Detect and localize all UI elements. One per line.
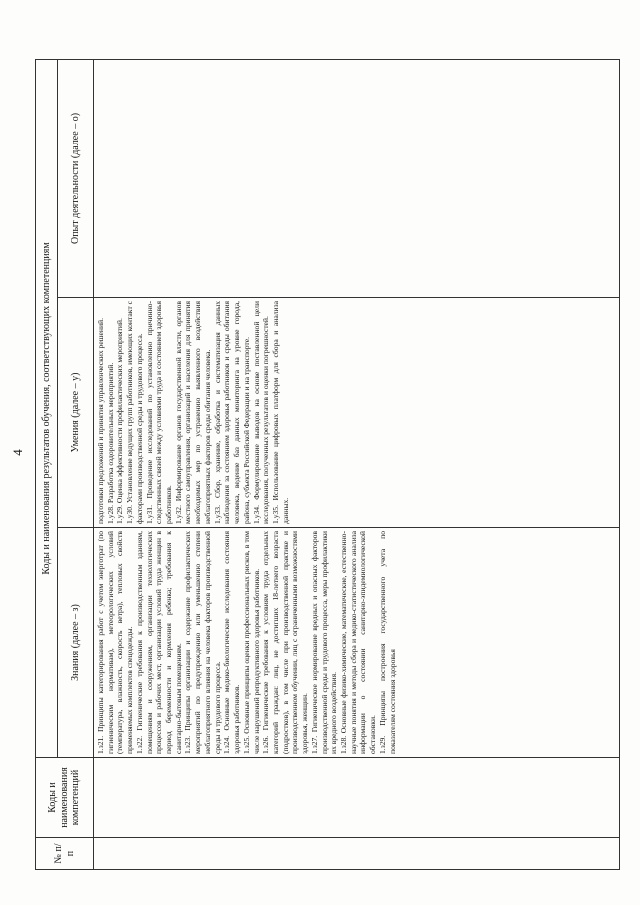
header-num: № п/п (36, 838, 94, 870)
skills-item: 1.у31. Проведение исследований по установлению причинно-следственных связей между условиями труда и состоянием здоровья работников. (144, 301, 174, 524)
knowledge-item: 1.з27. Гигиеническое нормирование вредных и опасных факторов производственной среды и трудового процесса, меры профилактики их вредного воздействия. (309, 531, 339, 754)
num-cell (94, 838, 620, 870)
skills-cell (94, 298, 620, 528)
knowledge-item: 1.з25. Основные принципы оценки профессиональных рисков, в том числе нарушений репродуктивного здоровья работников. (241, 531, 261, 754)
knowledge-item: 1.з23. Принципы организации и содержание профилактических мероприятий по предупреждению или уменьшению степени неблагоприятного влияния на человека факторов производственной среды и трудового процесса. (183, 531, 222, 754)
header-experience: Опыт деятельности (далее – о) (58, 60, 94, 298)
knowledge-item: 1.з22. Гигиенические требования к производственным зданиям, помещениям и сооружениям, организации технологических процессов и рабочих мест, организации условий труда женщин в период беременности и кормления ребенка; требования к санитарно-бытовым помещениям. (134, 531, 183, 754)
header-results-group: Коды и наименования результатов обучения, соответствующих компетенциям (36, 60, 58, 758)
table-body-row (94, 60, 620, 870)
codes-cell (94, 758, 620, 838)
header-codes: Коды и наименования компетенций (36, 758, 94, 838)
table-header-row-1 (36, 60, 58, 870)
knowledge-cell (94, 528, 620, 758)
header-knowledge: Знания (далее – з) (58, 528, 94, 758)
knowledge-item: 1.з28. Основные физико-химические, математические, естественно-научные понятия и методы сбора и медико-статистического анализа информации о состоянии санитарно-эпидемиологической обстановки. (338, 531, 378, 754)
table-header-row-2 (58, 60, 94, 870)
skills-item: 1.у35. Использование цифровых платформ для сбора и анализа данных. (270, 301, 290, 524)
competency-table (35, 59, 620, 870)
skills-item: 1.у33. Сбор, хранение, обработка и систематизация данных наблюдения за состоянием здоровья работников и среды обитания человека, ведение баз данных мониторинга на уровне города, района, субъекта Российской Федерации и на транспорте. (212, 301, 251, 524)
knowledge-item: 1.з26. Гигиенические требования к условиям труда отдельных категорий граждан: лиц, не достигших 18-летнего возраста (подростков), в том числе при производственной практике и производственном обучении, лиц с ограниченными возможностями здоровья, женщин. (261, 531, 310, 754)
skills-item: 1.у28. Разработка оздоровительных мероприятий. (105, 362, 115, 524)
header-skills: Умения (далее – у) (58, 298, 94, 528)
experience-cell (94, 60, 620, 298)
knowledge-item: 1.з29. Принципы построения государственного учета по показателям состояния здоровья (377, 531, 397, 754)
skills-item: 1.у29. Оценка эффективности профилактических мероприятий. (115, 318, 125, 524)
page-number: 4 (10, 449, 25, 456)
skills-item: 1.у34. Формулирование выводов на основе поставленной цели исследования, полученных результатов и оценки погрешностей. (251, 301, 271, 524)
skills-item: 1.у32. Информирование органов государственной власти, органов местного самоуправления, организаций и населения для принятия необходимых мер по устранению выявленного воздействия неблагоприятных факторов среды обитания человека. (173, 301, 212, 524)
knowledge-item: 1.з24. Основные медико-биологические исследования состояния здоровья работников. (222, 531, 242, 754)
skills-item: 1.у30. Установление ведущих групп работников, имеющих контакт с факторами производственной среды и трудового процесса. (125, 301, 144, 524)
knowledge-item: 1.з21. Принципы категорирования работ с учетом энерготрат (по гигиеническим нормативам), метеорологических условий (температура, влажность, скорость ветра), тепловых свойств применяемых комплектов спецодежды. (96, 531, 135, 754)
skills-item: подготовки предложений и принятия управленческих решений. (96, 317, 105, 524)
